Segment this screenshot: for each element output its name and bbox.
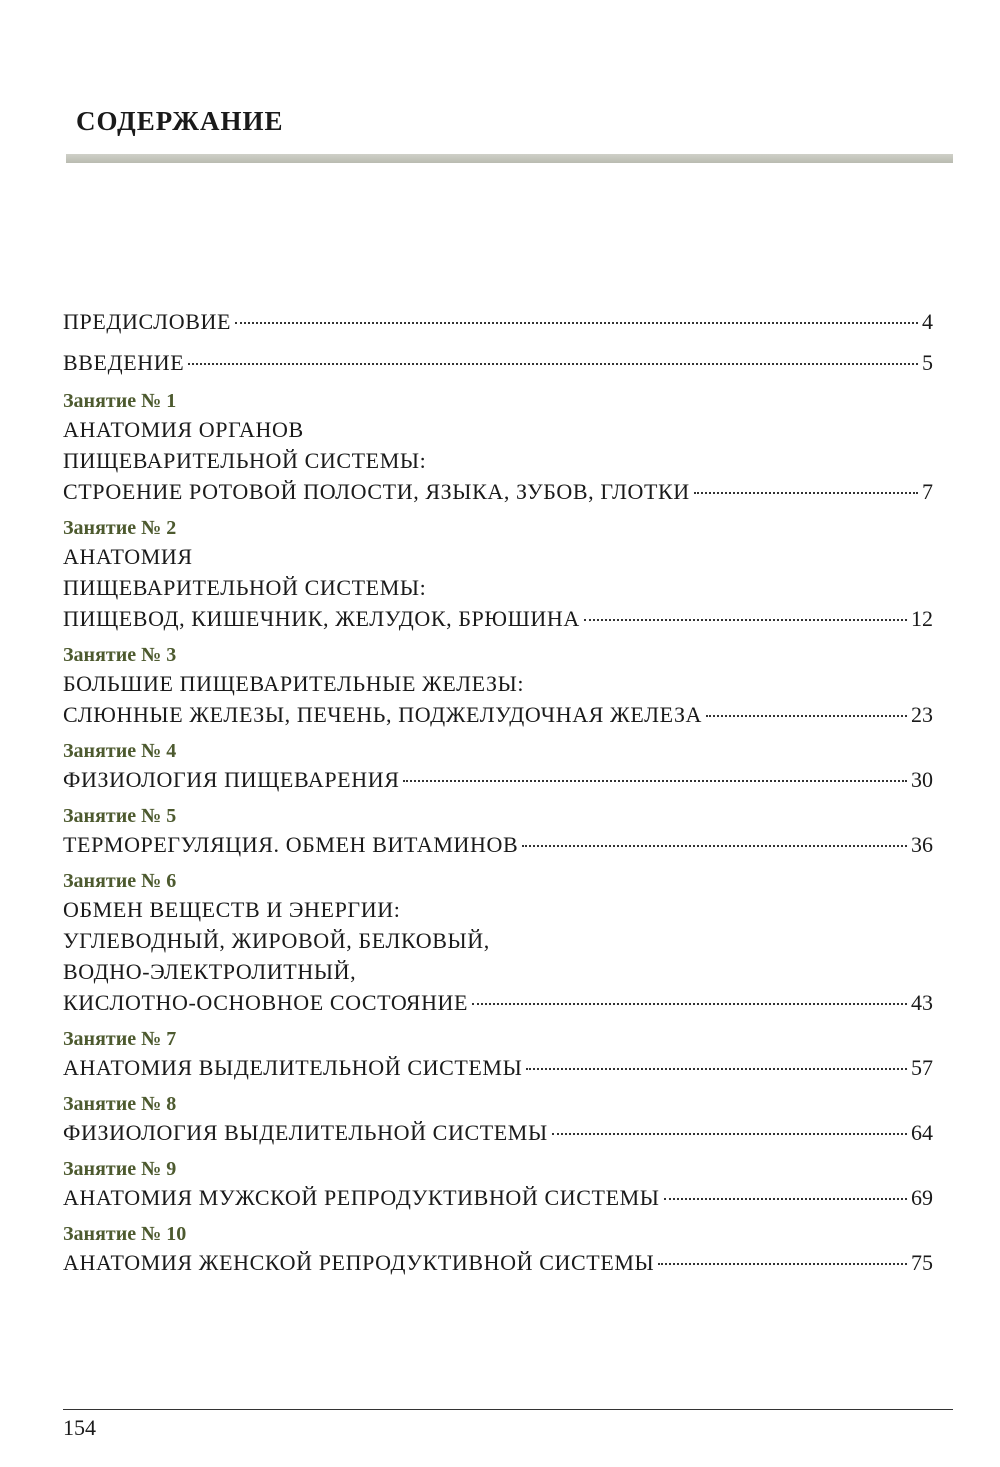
- lesson-title-line: ПИЩЕВОД, КИШЕЧНИК, ЖЕЛУДОК, БРЮШИНА: [63, 606, 580, 631]
- toc-entry-intro[interactable]: [63, 347, 933, 378]
- footer-rule: [63, 1409, 953, 1410]
- lesson-title-line: АНАТОМИЯ ВЫДЕЛИТЕЛЬНОЙ СИСТЕМЫ: [63, 1055, 523, 1080]
- lesson-title-line: ВОДНО-ЭЛЕКТРОЛИТНЫЙ,: [63, 959, 357, 984]
- lesson-title-line: СЛЮННЫЕ ЖЕЛЕЗЫ, ПЕЧЕНЬ, ПОДЖЕЛУДОЧНАЯ ЖЕЛЕЗА: [63, 702, 703, 727]
- lesson-title-line: ТЕРМОРЕГУЛЯЦИЯ. ОБМЕН ВИТАМИНОВ: [63, 832, 519, 857]
- lesson-number: Занятие № 3: [63, 644, 177, 666]
- toc-lesson-1[interactable]: [63, 388, 933, 507]
- lesson-number: Занятие № 1: [63, 390, 177, 412]
- dot-leader: [694, 492, 918, 494]
- toc-page-number: 23: [911, 702, 933, 727]
- dot-leader: [706, 715, 907, 717]
- lesson-number: Занятие № 6: [63, 870, 177, 892]
- lesson-title-line: АНАТОМИЯ: [63, 544, 193, 569]
- lesson-number: Занятие № 2: [63, 517, 177, 539]
- lesson-title-line: УГЛЕВОДНЫЙ, ЖИРОВОЙ, БЕЛКОВЫЙ,: [63, 928, 490, 953]
- toc-page-number: 4: [922, 309, 933, 334]
- dot-leader: [188, 363, 918, 365]
- toc-entry-title: ПРЕДИСЛОВИЕ: [63, 309, 231, 334]
- lesson-number: Занятие № 4: [63, 740, 177, 762]
- dot-leader: [403, 780, 907, 782]
- toc-lesson-4[interactable]: [63, 738, 933, 795]
- toc-page-number: 57: [911, 1055, 933, 1080]
- toc-page-number: 7: [922, 479, 933, 504]
- lesson-title-line: КИСЛОТНО-ОСНОВНОЕ СОСТОЯНИЕ: [63, 990, 469, 1015]
- header-rule: [66, 154, 953, 163]
- footer-page-number: 154: [63, 1415, 96, 1440]
- lesson-title-line: ПИЩЕВАРИТЕЛЬНОЙ СИСТЕМЫ:: [63, 448, 427, 473]
- dot-leader: [552, 1133, 907, 1135]
- toc-lesson-7[interactable]: [63, 1026, 933, 1083]
- toc-lesson-10[interactable]: [63, 1221, 933, 1278]
- dot-leader: [584, 619, 907, 621]
- toc-page-number: 69: [911, 1185, 933, 1210]
- lesson-title-line: АНАТОМИЯ ЖЕНСКОЙ РЕПРОДУКТИВНОЙ СИСТЕМЫ: [63, 1250, 655, 1275]
- lesson-title-line: ФИЗИОЛОГИЯ ВЫДЕЛИТЕЛЬНОЙ СИСТЕМЫ: [63, 1120, 548, 1145]
- lesson-title-line: ПИЩЕВАРИТЕЛЬНОЙ СИСТЕМЫ:: [63, 575, 427, 600]
- lesson-number: Занятие № 9: [63, 1158, 177, 1180]
- toc-lesson-8[interactable]: [63, 1091, 933, 1148]
- table-of-contents: [63, 306, 933, 1286]
- dot-leader: [658, 1263, 907, 1265]
- page-title: СОДЕРЖАНИЕ: [76, 106, 284, 136]
- lesson-title-line: СТРОЕНИЕ РОТОВОЙ ПОЛОСТИ, ЯЗЫКА, ЗУБОВ, ГЛОТКИ: [63, 479, 690, 504]
- lesson-title-line: ОБМЕН ВЕЩЕСТВ И ЭНЕРГИИ:: [63, 897, 401, 922]
- toc-page-number: 5: [922, 350, 933, 375]
- toc-lesson-9[interactable]: [63, 1156, 933, 1213]
- toc-entry-title: ВВЕДЕНИЕ: [63, 350, 185, 375]
- lesson-title-line: АНАТОМИЯ МУЖСКОЙ РЕПРОДУКТИВНОЙ СИСТЕМЫ: [63, 1185, 660, 1210]
- toc-page-number: 12: [911, 606, 933, 631]
- toc-lesson-5[interactable]: [63, 803, 933, 860]
- toc-lesson-2[interactable]: [63, 515, 933, 634]
- lesson-title-line: БОЛЬШИЕ ПИЩЕВАРИТЕЛЬНЫЕ ЖЕЛЕЗЫ:: [63, 671, 525, 696]
- toc-lesson-6[interactable]: [63, 868, 933, 1018]
- toc-page-number: 30: [911, 767, 933, 792]
- dot-leader: [664, 1198, 907, 1200]
- dot-leader: [526, 1068, 907, 1070]
- lesson-title-line: АНАТОМИЯ ОРГАНОВ: [63, 417, 304, 442]
- dot-leader: [472, 1003, 907, 1005]
- dot-leader: [235, 322, 918, 324]
- toc-lesson-3[interactable]: [63, 642, 933, 730]
- lesson-number: Занятие № 10: [63, 1223, 187, 1245]
- lesson-number: Занятие № 7: [63, 1028, 177, 1050]
- toc-page-number: 36: [911, 832, 933, 857]
- lesson-number: Занятие № 8: [63, 1093, 177, 1115]
- lesson-number: Занятие № 5: [63, 805, 177, 827]
- toc-page-number: 75: [911, 1250, 933, 1275]
- toc-page-number: 43: [911, 990, 933, 1015]
- toc-page-number: 64: [911, 1120, 933, 1145]
- toc-entry-preface[interactable]: [63, 306, 933, 337]
- lesson-title-line: ФИЗИОЛОГИЯ ПИЩЕВАРЕНИЯ: [63, 767, 400, 792]
- dot-leader: [522, 845, 907, 847]
